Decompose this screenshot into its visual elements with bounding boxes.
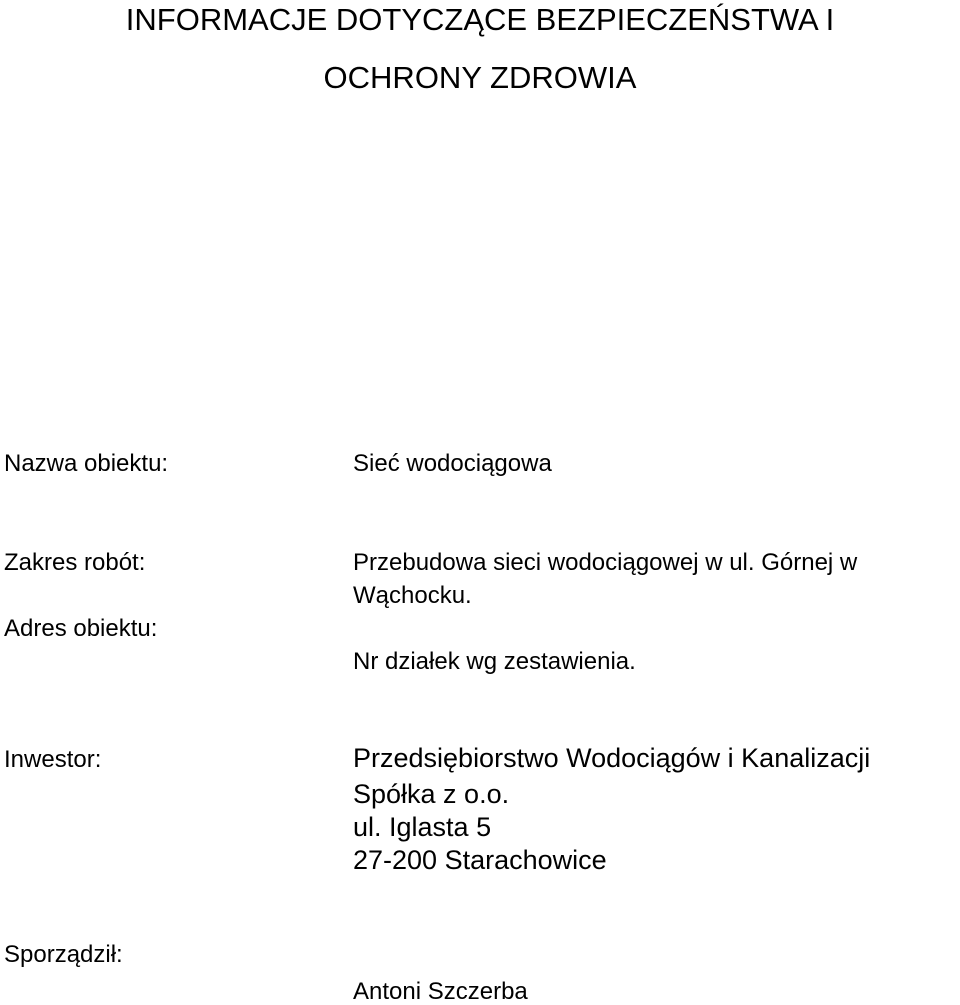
scope-value-line-1: Przebudowa sieci wodociągowej w ul. Górnej w: [353, 549, 858, 576]
address-label: Adres obiektu:: [4, 615, 158, 642]
object-name-value: Sieć wodociągowa: [353, 450, 552, 477]
prepared-by-label: Sporządził:: [4, 941, 123, 968]
investor-street: ul. Iglasta 5: [353, 812, 492, 842]
investor-label: Inwestor:: [4, 746, 102, 773]
object-name-label: Nazwa obiektu:: [4, 450, 169, 477]
address-value: Nr działek wg zestawienia.: [353, 648, 636, 675]
investor-name-line-1: Przedsiębiorstwo Wodociągów i Kanalizacji: [353, 743, 871, 773]
scope-value-line-2: Wąchocku.: [353, 582, 472, 609]
investor-city: 27-200 Starachowice: [353, 845, 607, 875]
prepared-by-value: Antoni Szczerba: [353, 978, 528, 1005]
document-title-line-1: INFORMACJE DOTYCZĄCE BEZPIECZEŃSTWA I: [125, 2, 835, 37]
investor-name-line-2: Spółka z o.o.: [353, 779, 510, 809]
scope-label: Zakres robót:: [4, 549, 146, 576]
document-title-line-2: OCHRONY ZDROWIA: [323, 60, 637, 95]
